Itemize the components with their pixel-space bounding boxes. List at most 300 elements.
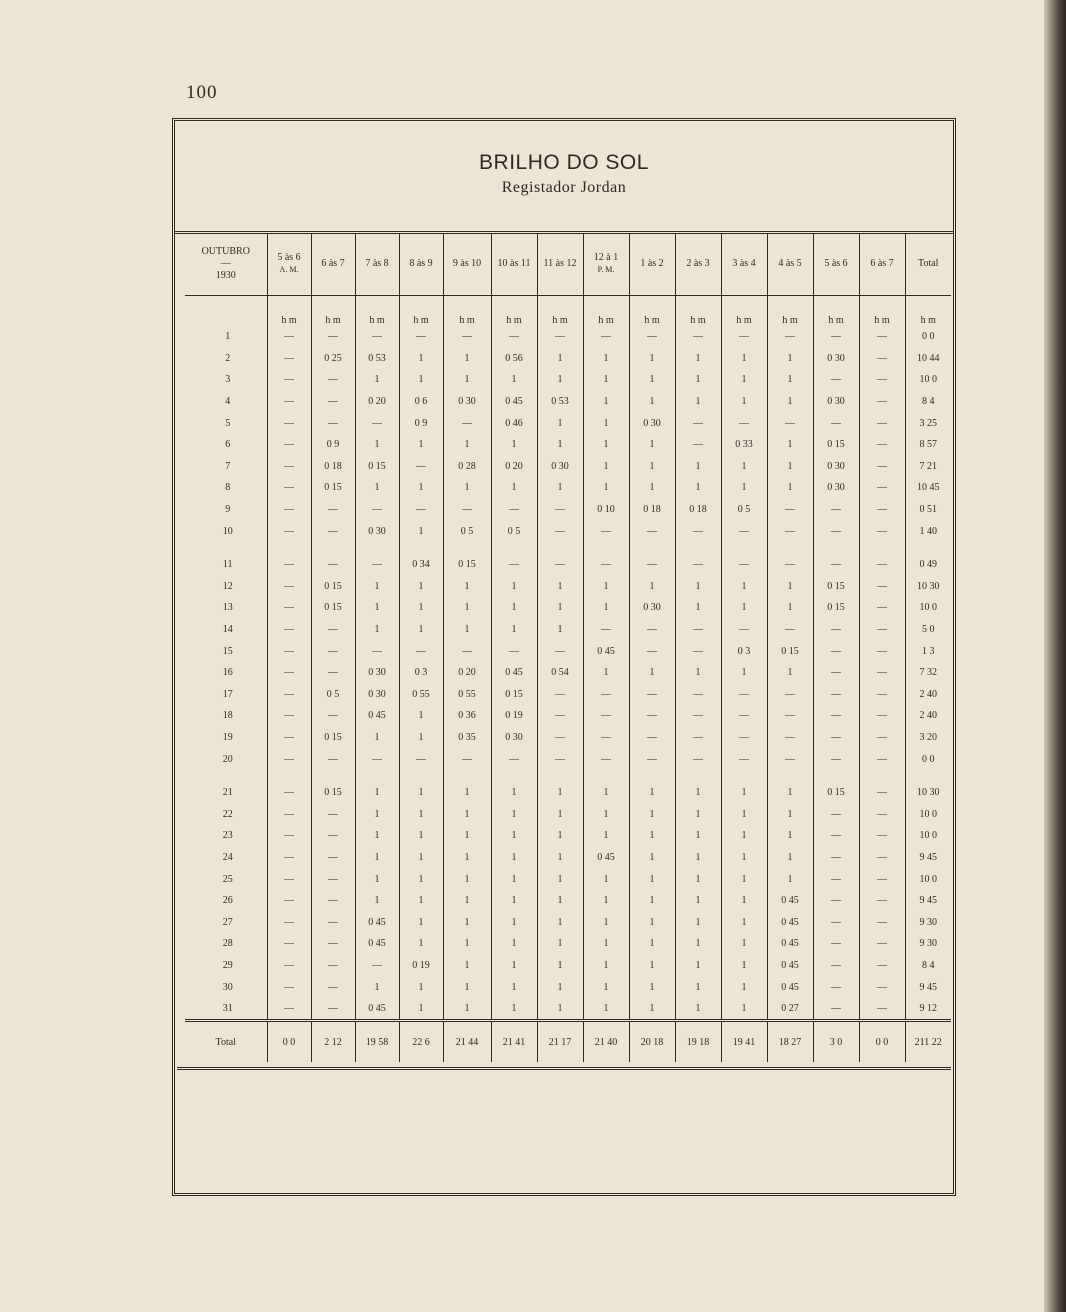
total-cell: 19 18 <box>675 1021 721 1063</box>
day-cell: 11 <box>222 559 233 571</box>
units-cell: h m <box>859 296 905 327</box>
value-cell: 0 9 <box>399 412 443 434</box>
value-cell: 1 <box>355 369 399 391</box>
value-cell: — <box>859 597 905 619</box>
value-cell: 1 <box>721 955 767 977</box>
value-cell: 1 <box>443 619 491 641</box>
gap-cell <box>443 770 491 782</box>
value-cell: — <box>267 933 311 955</box>
table-row <box>185 955 951 977</box>
value-cell: 0 19 <box>399 955 443 977</box>
total-cell: 20 18 <box>629 1021 675 1063</box>
value-cell: 9 30 <box>905 911 951 933</box>
value-cell: 2 40 <box>905 705 951 727</box>
year-label: 1930 <box>215 270 236 281</box>
total-cell: 0 0 <box>859 1021 905 1063</box>
value-cell: 0 25 <box>311 348 355 370</box>
value-cell: 0 55 <box>443 684 491 706</box>
gap-cell <box>491 542 537 554</box>
value-cell: 0 5 <box>311 684 355 706</box>
header-row <box>185 233 951 296</box>
column-label: 9 às 10 <box>452 258 482 269</box>
column-header <box>675 233 721 296</box>
value-cell: 1 <box>399 782 443 804</box>
value-cell: 1 <box>443 911 491 933</box>
day-cell: 16 <box>222 667 233 679</box>
value-cell: — <box>859 933 905 955</box>
value-cell: 1 <box>767 847 813 869</box>
value-cell: — <box>813 868 859 890</box>
value-cell: — <box>813 911 859 933</box>
total-cell: 21 41 <box>491 1021 537 1063</box>
value-cell: 0 30 <box>355 662 399 684</box>
value-cell: 1 <box>675 576 721 598</box>
value-cell: — <box>675 640 721 662</box>
value-cell: — <box>583 684 629 706</box>
table-row <box>185 554 951 576</box>
value-cell: 0 30 <box>491 727 537 749</box>
value-cell: — <box>859 412 905 434</box>
value-cell: 1 <box>355 976 399 998</box>
value-cell: — <box>767 554 813 576</box>
value-cell: — <box>355 955 399 977</box>
value-cell: — <box>629 326 675 348</box>
value-cell: 1 <box>537 803 583 825</box>
value-cell: — <box>859 782 905 804</box>
page-number: 100 <box>186 82 218 103</box>
value-cell: 1 <box>355 890 399 912</box>
value-cell: 9 45 <box>905 847 951 869</box>
table-row <box>185 619 951 641</box>
value-cell: — <box>267 782 311 804</box>
value-cell: 1 <box>443 597 491 619</box>
value-cell: — <box>813 998 859 1021</box>
value-cell: — <box>399 748 443 770</box>
value-cell: 1 <box>443 825 491 847</box>
value-cell: 1 <box>443 434 491 456</box>
value-cell: 0 20 <box>491 456 537 478</box>
value-cell: 1 <box>767 434 813 456</box>
total-cell: 3 0 <box>813 1021 859 1063</box>
value-cell: 0 45 <box>767 911 813 933</box>
total-cell: 21 44 <box>443 1021 491 1063</box>
value-cell: — <box>399 326 443 348</box>
value-cell: — <box>675 520 721 542</box>
value-cell: — <box>267 499 311 521</box>
units-cell: h m <box>905 296 951 327</box>
column-label: 12 à 1 <box>593 252 619 263</box>
value-cell: 10 30 <box>905 576 951 598</box>
value-cell: 1 <box>721 998 767 1021</box>
value-cell: 1 <box>767 391 813 413</box>
column-header <box>767 233 813 296</box>
day-cell: 6 <box>225 439 231 451</box>
value-cell: — <box>267 520 311 542</box>
value-cell: 0 6 <box>399 391 443 413</box>
value-cell: 1 <box>675 782 721 804</box>
column-header <box>629 233 675 296</box>
value-cell: — <box>311 976 355 998</box>
value-cell: — <box>629 520 675 542</box>
day-cell: 17 <box>222 688 233 700</box>
value-cell: 1 <box>629 456 675 478</box>
total-cell: 18 27 <box>767 1021 813 1063</box>
value-cell: — <box>267 412 311 434</box>
day-cell: 18 <box>222 710 233 722</box>
value-cell: 1 <box>443 933 491 955</box>
value-cell: 9 30 <box>905 933 951 955</box>
value-cell: 1 <box>443 890 491 912</box>
value-cell: — <box>859 369 905 391</box>
value-cell: — <box>267 456 311 478</box>
table-row <box>185 597 951 619</box>
value-cell: 10 44 <box>905 348 951 370</box>
value-cell: 0 45 <box>767 890 813 912</box>
total-row <box>185 1021 951 1063</box>
day-cell: 22 <box>222 808 233 820</box>
value-cell: 1 <box>399 597 443 619</box>
value-cell: 2 40 <box>905 684 951 706</box>
value-cell: — <box>721 520 767 542</box>
table-row <box>185 727 951 749</box>
value-cell: 1 <box>629 391 675 413</box>
table-row <box>185 976 951 998</box>
table-row <box>185 782 951 804</box>
value-cell: 0 30 <box>813 456 859 478</box>
value-cell: — <box>721 705 767 727</box>
value-cell: 10 45 <box>905 477 951 499</box>
value-cell: — <box>583 554 629 576</box>
table-row <box>185 640 951 662</box>
value-cell: — <box>767 748 813 770</box>
value-cell: 1 <box>583 911 629 933</box>
column-label: 7 às 8 <box>365 258 389 269</box>
value-cell: — <box>399 640 443 662</box>
value-cell: — <box>675 684 721 706</box>
gap-cell <box>905 542 951 554</box>
value-cell: 1 <box>675 391 721 413</box>
value-cell: 0 54 <box>537 662 583 684</box>
value-cell: 1 <box>583 868 629 890</box>
value-cell: 0 9 <box>311 434 355 456</box>
value-cell: 1 <box>629 933 675 955</box>
value-cell: 1 <box>629 825 675 847</box>
value-cell: 0 53 <box>537 391 583 413</box>
gap-cell <box>185 542 267 554</box>
value-cell: 1 <box>721 847 767 869</box>
value-cell: — <box>629 640 675 662</box>
value-cell: 1 <box>675 890 721 912</box>
value-cell: — <box>267 684 311 706</box>
value-cell: — <box>355 640 399 662</box>
value-cell: — <box>311 554 355 576</box>
day-cell: 20 <box>222 753 233 765</box>
value-cell: 0 15 <box>813 597 859 619</box>
value-cell: 0 30 <box>813 391 859 413</box>
gap-cell <box>311 770 355 782</box>
value-cell: 1 <box>355 868 399 890</box>
units-cell: h m <box>721 296 767 327</box>
value-cell: 1 <box>675 456 721 478</box>
value-cell: 1 <box>399 933 443 955</box>
value-cell: — <box>311 369 355 391</box>
value-cell: 1 <box>355 619 399 641</box>
value-cell: 1 <box>629 955 675 977</box>
units-cell: h m <box>355 296 399 327</box>
value-cell: 1 <box>767 597 813 619</box>
column-header <box>491 233 537 296</box>
bottom-rule <box>177 1067 951 1070</box>
column-sublabel: P. M. <box>597 265 615 274</box>
value-cell: 10 0 <box>905 825 951 847</box>
value-cell: — <box>443 748 491 770</box>
day-cell: 29 <box>222 959 233 971</box>
value-cell: — <box>859 998 905 1021</box>
value-cell: 1 <box>399 477 443 499</box>
column-label: Total <box>918 258 939 269</box>
value-cell: 1 <box>675 955 721 977</box>
value-cell: 1 <box>537 868 583 890</box>
units-cell: h m <box>443 296 491 327</box>
value-cell: 9 45 <box>905 890 951 912</box>
value-cell: 0 3 <box>399 662 443 684</box>
value-cell: 0 15 <box>355 456 399 478</box>
table-row <box>185 434 951 456</box>
value-cell: — <box>267 825 311 847</box>
value-cell: — <box>267 576 311 598</box>
value-cell: 1 <box>583 825 629 847</box>
day-cell: 3 <box>225 374 231 386</box>
value-cell: — <box>859 911 905 933</box>
value-cell: 1 <box>355 597 399 619</box>
value-cell: — <box>491 748 537 770</box>
gap-cell <box>355 770 399 782</box>
day-cell: 7 <box>225 460 231 472</box>
value-cell: 1 <box>767 868 813 890</box>
value-cell: 1 <box>721 576 767 598</box>
column-label: 2 às 3 <box>686 258 710 269</box>
gap-cell <box>905 770 951 782</box>
value-cell: 0 27 <box>767 998 813 1021</box>
value-cell: — <box>537 727 583 749</box>
value-cell: — <box>267 477 311 499</box>
table-row <box>185 662 951 684</box>
value-cell: — <box>355 554 399 576</box>
value-cell: 1 <box>767 782 813 804</box>
value-cell: 1 <box>399 576 443 598</box>
value-cell: — <box>311 868 355 890</box>
value-cell: — <box>813 369 859 391</box>
value-cell: 1 <box>491 825 537 847</box>
column-header <box>859 233 905 296</box>
value-cell: 1 <box>629 662 675 684</box>
value-cell: 1 <box>399 868 443 890</box>
gap-cell <box>583 542 629 554</box>
value-cell: — <box>311 748 355 770</box>
value-cell: 0 18 <box>675 499 721 521</box>
value-cell: 1 <box>629 477 675 499</box>
day-cell: 1 <box>225 331 231 343</box>
value-cell: — <box>767 520 813 542</box>
value-cell: 1 <box>355 782 399 804</box>
gap-cell <box>859 770 905 782</box>
value-cell: — <box>859 955 905 977</box>
sunshine-table <box>185 233 951 1062</box>
value-cell: 1 <box>583 933 629 955</box>
total-label: Total <box>185 1021 267 1063</box>
value-cell: 1 <box>443 369 491 391</box>
value-cell: 7 21 <box>905 456 951 478</box>
value-cell: 0 45 <box>767 933 813 955</box>
value-cell: 1 <box>583 890 629 912</box>
value-cell: 1 <box>629 803 675 825</box>
value-cell: 1 <box>675 662 721 684</box>
day-cell: 24 <box>222 851 233 863</box>
value-cell: 1 <box>767 803 813 825</box>
gap-cell <box>443 542 491 554</box>
value-cell: — <box>859 803 905 825</box>
title-block <box>175 121 953 234</box>
table-row <box>185 803 951 825</box>
value-cell: 0 45 <box>767 976 813 998</box>
day-cell: 13 <box>222 602 233 614</box>
value-cell: 0 15 <box>443 554 491 576</box>
value-cell: — <box>767 705 813 727</box>
value-cell: 1 <box>629 976 675 998</box>
value-cell: — <box>859 456 905 478</box>
gap-cell <box>267 770 311 782</box>
month-label: OUTUBRO <box>201 246 250 257</box>
value-cell: 1 <box>537 976 583 998</box>
value-cell: 7 32 <box>905 662 951 684</box>
value-cell: 1 <box>767 477 813 499</box>
table-row <box>185 576 951 598</box>
value-cell: — <box>859 684 905 706</box>
value-cell: — <box>537 640 583 662</box>
column-header <box>399 233 443 296</box>
value-cell: 9 45 <box>905 976 951 998</box>
value-cell: 1 <box>491 890 537 912</box>
value-cell: 1 <box>537 847 583 869</box>
value-cell: — <box>859 727 905 749</box>
value-cell: — <box>267 326 311 348</box>
value-cell: 1 <box>583 456 629 478</box>
gap-cell <box>267 542 311 554</box>
column-label: 11 às 12 <box>543 258 577 269</box>
value-cell: — <box>537 554 583 576</box>
units-cell: h m <box>583 296 629 327</box>
value-cell: 0 15 <box>311 597 355 619</box>
value-cell: — <box>311 933 355 955</box>
value-cell: 1 <box>675 998 721 1021</box>
value-cell: — <box>267 890 311 912</box>
total-cell: 22 6 <box>399 1021 443 1063</box>
total-cell: 211 22 <box>905 1021 951 1063</box>
column-label: 1 às 2 <box>640 258 664 269</box>
value-cell: — <box>267 911 311 933</box>
value-cell: — <box>813 976 859 998</box>
column-label: 6 às 7 <box>870 258 894 269</box>
value-cell: 1 <box>675 803 721 825</box>
value-cell: 9 12 <box>905 998 951 1021</box>
units-cell: h m <box>767 296 813 327</box>
value-cell: 0 30 <box>355 684 399 706</box>
gap-cell <box>721 542 767 554</box>
value-cell: — <box>267 662 311 684</box>
value-cell: 1 <box>583 412 629 434</box>
value-cell: — <box>767 326 813 348</box>
value-cell: 1 <box>629 434 675 456</box>
value-cell: 1 <box>721 868 767 890</box>
value-cell: — <box>859 554 905 576</box>
value-cell: — <box>813 662 859 684</box>
value-cell: 0 19 <box>491 705 537 727</box>
page-title: BRILHO DO SOL <box>479 151 649 174</box>
value-cell: 1 <box>721 597 767 619</box>
value-cell: — <box>629 619 675 641</box>
column-label: 4 às 5 <box>778 258 802 269</box>
column-header <box>355 233 399 296</box>
value-cell: 1 <box>767 369 813 391</box>
gap-cell <box>399 770 443 782</box>
units-spacer <box>185 296 267 327</box>
value-cell: 1 <box>443 847 491 869</box>
value-cell: — <box>675 619 721 641</box>
value-cell: 1 <box>537 619 583 641</box>
value-cell: — <box>859 499 905 521</box>
value-cell: — <box>355 499 399 521</box>
value-cell: — <box>813 412 859 434</box>
value-cell: 10 0 <box>905 868 951 890</box>
value-cell: — <box>813 619 859 641</box>
total-cell: 0 0 <box>267 1021 311 1063</box>
value-cell: 0 34 <box>399 554 443 576</box>
value-cell: 1 <box>629 369 675 391</box>
value-cell: — <box>537 684 583 706</box>
value-cell: — <box>813 554 859 576</box>
value-cell: 1 <box>721 911 767 933</box>
day-cell: 15 <box>222 645 233 657</box>
units-cell: h m <box>675 296 721 327</box>
value-cell: 1 <box>583 662 629 684</box>
value-cell: — <box>267 803 311 825</box>
gap-cell <box>675 542 721 554</box>
value-cell: 1 <box>491 619 537 641</box>
value-cell: — <box>629 748 675 770</box>
value-cell: 1 <box>629 782 675 804</box>
value-cell: 0 45 <box>355 933 399 955</box>
value-cell: 0 5 <box>443 520 491 542</box>
value-cell: — <box>491 499 537 521</box>
value-cell: 1 <box>491 998 537 1021</box>
value-cell: 10 0 <box>905 803 951 825</box>
value-cell: 1 <box>675 369 721 391</box>
value-cell: 1 <box>721 976 767 998</box>
column-header <box>813 233 859 296</box>
value-cell: 1 <box>721 369 767 391</box>
day-cell: 30 <box>222 981 233 993</box>
value-cell: 0 45 <box>583 847 629 869</box>
units-cell: h m <box>537 296 583 327</box>
value-cell: — <box>311 520 355 542</box>
value-cell: 1 <box>399 976 443 998</box>
value-cell: 1 <box>491 955 537 977</box>
value-cell: 0 45 <box>355 911 399 933</box>
value-cell: — <box>721 684 767 706</box>
table-row <box>185 348 951 370</box>
value-cell: 1 <box>537 782 583 804</box>
value-cell: 1 <box>443 998 491 1021</box>
